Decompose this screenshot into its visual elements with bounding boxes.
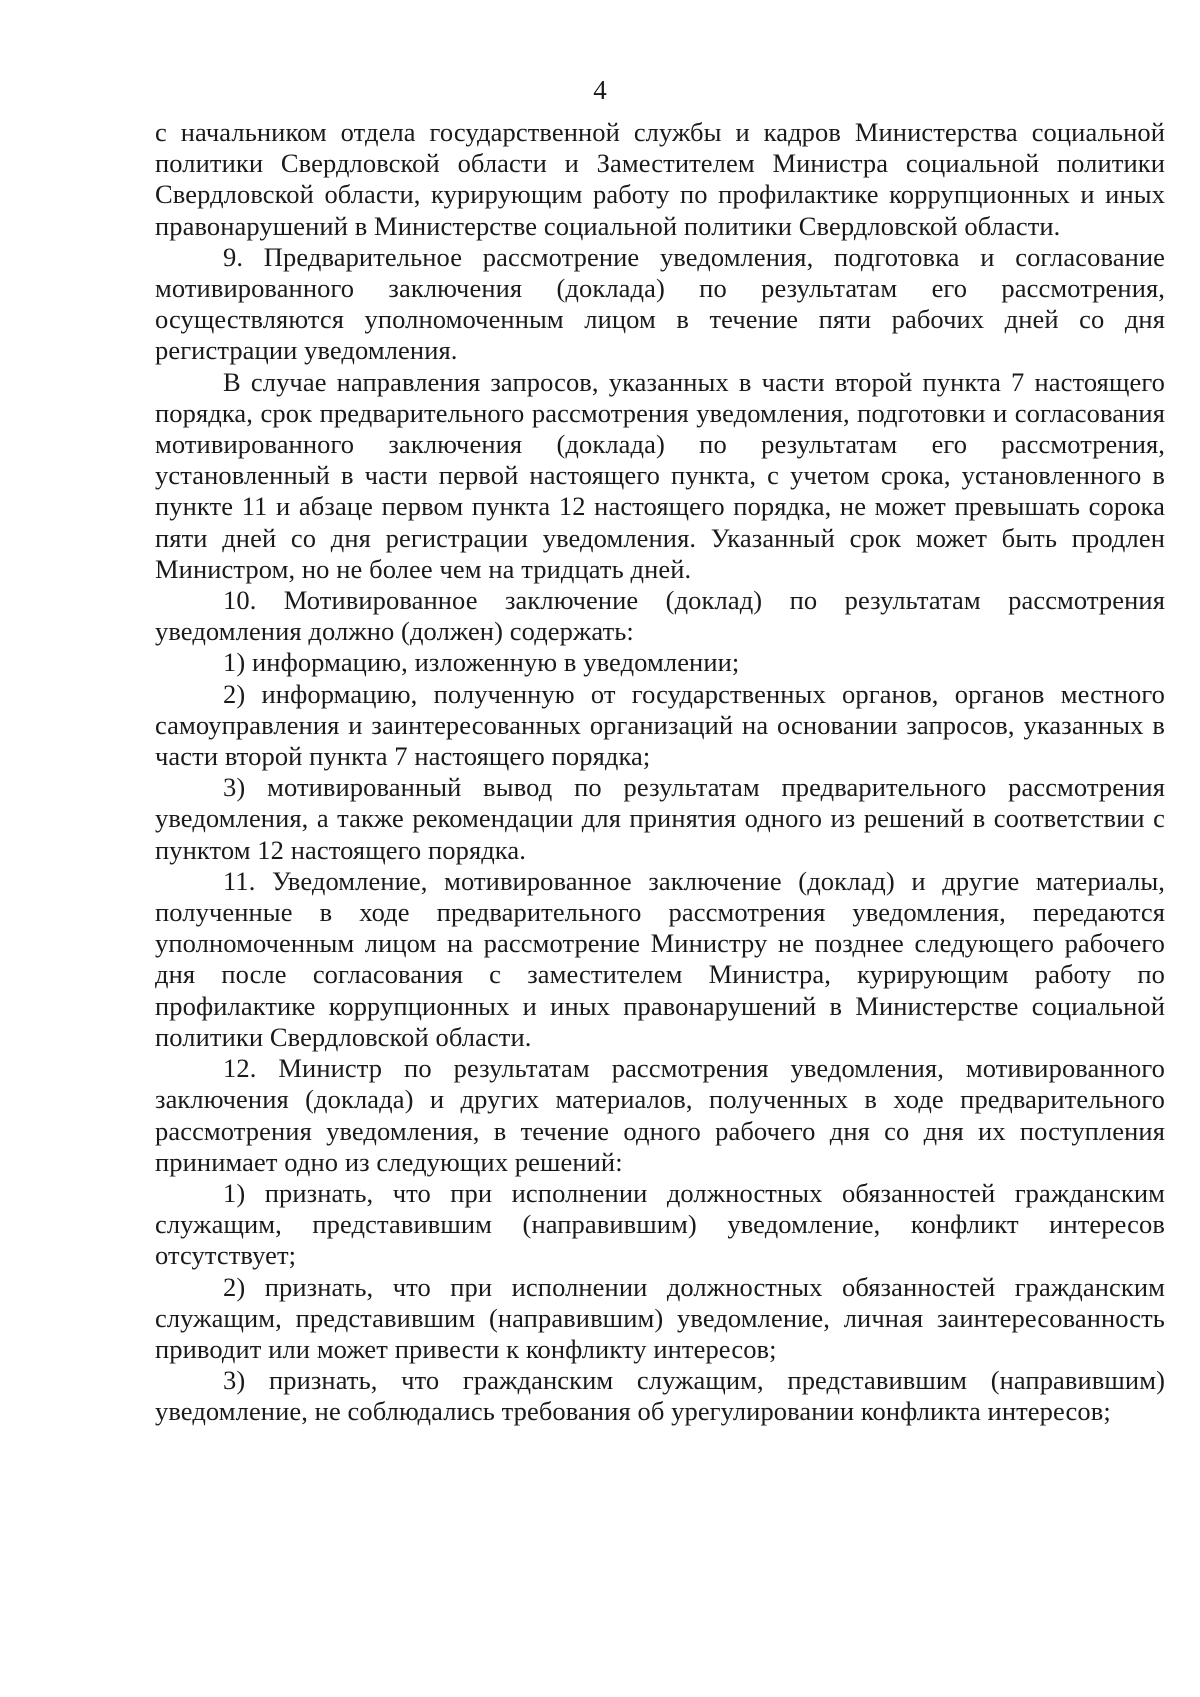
paragraph-item-9-part-2: В случае направления запросов, указанных в части второй пункта 7 настоящего порядка, срок предварительного рассмотрения уведомления, подготовки и согласования мотивированного заключения (доклада) по результатам его рассмотрения, установленный в части первой настоящего пункта, с учетом срока, установленного в пункте 11 и абзаце первом пункта 12 настоящего порядка, не может превышать сорока пяти дней со дня регистрации уведомления. Указанный срок может быть продлен Министром, но не более чем на тридцать дней. [155,366,1165,584]
paragraph-item-10-sub-3: 3) мотивированный вывод по результатам предварительного рассмотрения уведомления, а также рекомендации для принятия одного из решений в соответствии с пунктом 12 настоящего порядка. [155,772,1165,865]
page-number: 4 [593,75,607,105]
paragraph-item-10: 10. Мотивированное заключение (доклад) по результатам рассмотрения уведомления должно (должен) содержать: [155,585,1165,647]
paragraph-item-12-sub-1: 1) признать, что при исполнении должностных обязанностей гражданским служащим, представившим (направившим) уведомление, конфликт интересов отсутствует; [155,1177,1165,1271]
paragraph-item-12-sub-2: 2) признать, что при исполнении должностных обязанностей гражданским служащим, представившим (направившим) уведомление, личная заинтересованность приводит или может привести к конфликту интересов; [155,1271,1165,1364]
paragraph-item-10-sub-1: 1) информацию, изложенную в уведомлении; [223,647,740,678]
paragraph-item-9: 9. Предварительное рассмотрение уведомления, подготовка и согласование мотивированного заключения (доклада) по результатам его рассмотрения, осуществляются уполномоченным лицом в течение пяти рабочих дней со дня регистрации уведомления. [155,241,1165,366]
paragraph-continuation: с начальником отдела государственной службы и кадров Министерства социальной политики Свердловской области и Заместителем Министра социальной политики Свердловской области, курирующим работу по профилактике коррупционных и иных правонарушений в Министерстве социальной политики Свердловской области. [155,117,1165,241]
document-body [155,117,1165,1428]
paragraph-item-12-sub-3: 3) признать, что гражданским служащим, представившим (направившим) уведомление, не соблюдались требования об урегулировании конфликта интересов; [155,1365,1165,1427]
paragraph-item-11: 11. Уведомление, мотивированное заключение (доклад) и другие материалы, полученные в ходе предварительного рассмотрения уведомления, передаются уполномоченным лицом на рассмотрение Министру не позднее следующего рабочего дня после согласования с заместителем Министра, курирующим работу по профилактике коррупционных и иных правонарушений в Министерстве социальной политики Свердловской области. [155,865,1165,1052]
paragraph-item-10-sub-2: 2) информацию, полученную от государственных органов, органов местного самоуправления и заинтересованных организаций на основании запросов, указанных в части второй пункта 7 настоящего порядка; [155,678,1165,772]
paragraph-item-12: 12. Министр по результатам рассмотрения уведомления, мотивированного заключения (доклада) и других материалов, полученных в ходе предварительного рассмотрения уведомления, в течение одного рабочего дня со дня их поступления принимает одно из следующих решений: [155,1053,1165,1177]
